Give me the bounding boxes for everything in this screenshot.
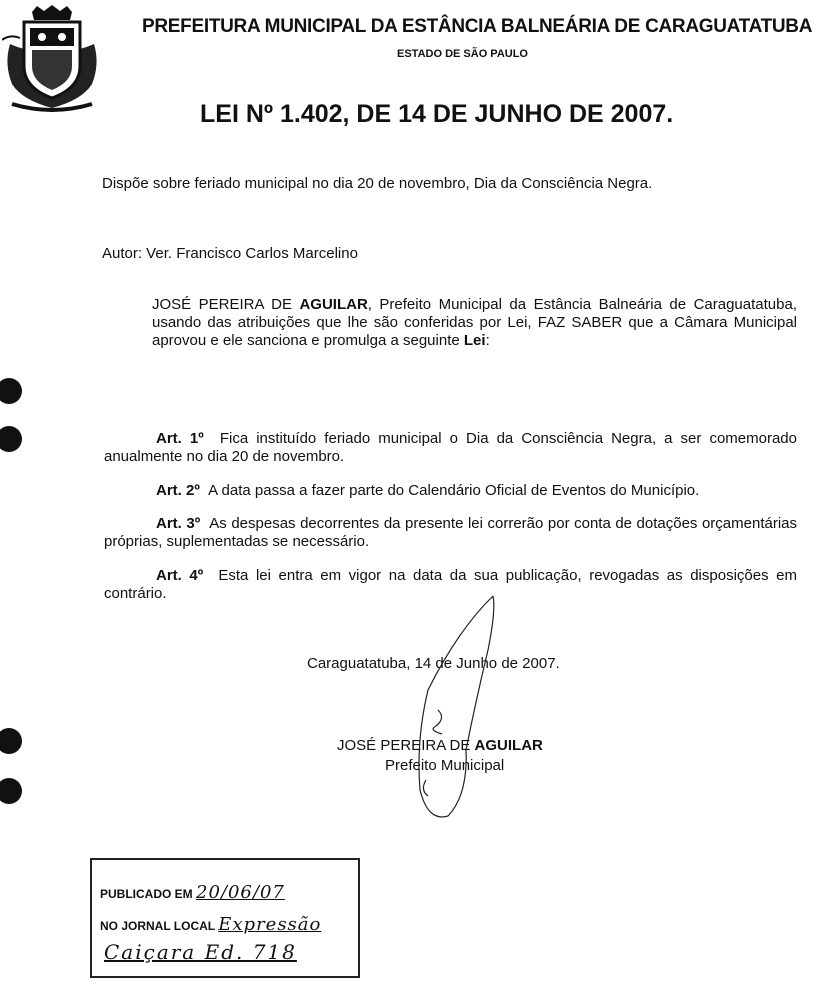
coat-of-arms-logo [2, 4, 102, 114]
stamp-handwritten-newspaper: Expressão [218, 914, 322, 935]
stamp-handwritten-edition: Caiçara Ed. 718 [104, 940, 297, 964]
article-2 [104, 482, 797, 500]
article-label: Art. 2º [156, 482, 200, 499]
article-1 [104, 430, 797, 466]
article-text: A data passa a fazer parte do Calendário Oficial de Eventos do Município. [208, 482, 700, 499]
publication-stamp [90, 858, 360, 978]
preamble-text: , Prefeito Municipal da Estância Balneária de Caraguatatuba, usando das atribuições que lhe são conferidas por Lei, FAZ SABER que a Câmara Municipal aprovou e ele sanciona e promulga a seguinte [152, 296, 797, 349]
punch-hole [0, 728, 22, 754]
stamp-label: NO JORNAL LOCAL [100, 919, 215, 933]
preamble [152, 296, 797, 350]
signatory-role: Prefeito Municipal [385, 757, 505, 774]
punch-hole [0, 378, 22, 404]
article-label: Art. 3º [156, 515, 201, 532]
article-label: Art. 4º [156, 567, 204, 584]
punch-hole [0, 778, 22, 804]
signatory-name-text: JOSÉ PEREIRA DE [337, 737, 475, 754]
article-text: Fica instituído feriado municipal o Dia da Consciência Negra, a ser comemorado anualmente no dia 20 de novembro. [104, 430, 797, 465]
preamble-name-bold: AGUILAR [299, 296, 368, 313]
signatory-name-bold: AGUILAR [474, 737, 543, 754]
stamp-handwritten-date: 20/06/07 [196, 882, 285, 903]
header-title: PREFEITURA MUNICIPAL DA ESTÂNCIA BALNEÁRIA DE CARAGUATATUBA [142, 16, 813, 37]
article-text: As despesas decorrentes da presente lei correrão por conta de dotações orçamentárias próprias, suplementadas se necessário. [104, 515, 797, 550]
law-author: Autor: Ver. Francisco Carlos Marcelino [102, 245, 358, 262]
punch-hole [0, 426, 22, 452]
preamble-end: : [485, 332, 490, 349]
article-text: Esta lei entra em vigor na data da sua publicação, revogadas as disposições em contrário. [104, 567, 797, 602]
header-subtitle: ESTADO DE SÃO PAULO [397, 48, 528, 60]
handwritten-signature [398, 590, 518, 830]
preamble-name: JOSÉ PEREIRA DE [152, 296, 300, 313]
stamp-label: PUBLICADO EM [100, 887, 193, 901]
date-line: Caraguatatuba, 14 de Junho de 2007. [307, 655, 560, 672]
article-3 [104, 515, 797, 551]
law-title: LEI Nº 1.402, DE 14 DE JUNHO DE 2007. [200, 100, 674, 128]
stamp-published-line [100, 882, 285, 903]
stamp-newspaper-line [100, 914, 321, 935]
article-label: Art. 1º [156, 430, 204, 447]
law-summary: Dispõe sobre feriado municipal no dia 20 de novembro, Dia da Consciência Negra. [102, 175, 653, 192]
preamble-law-word: Lei [463, 332, 486, 349]
